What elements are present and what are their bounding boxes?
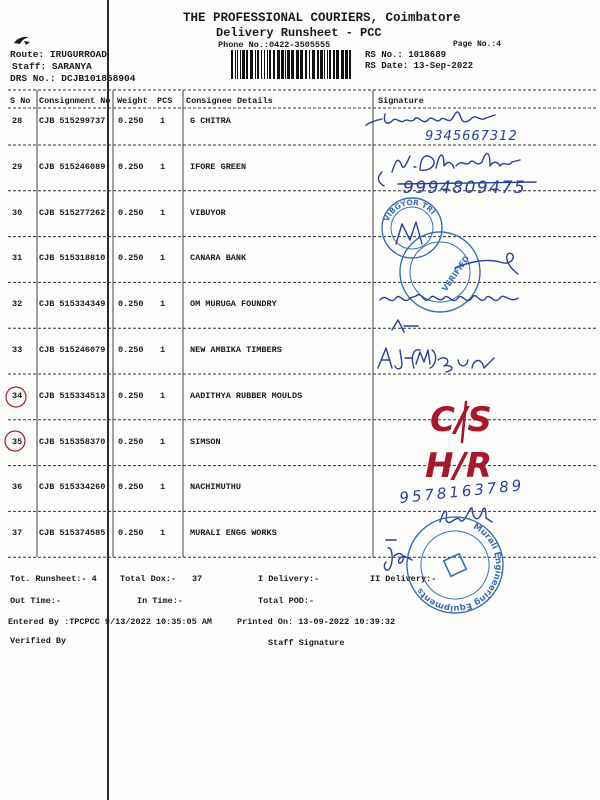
staff-signature-label: Staff Signature — [268, 638, 345, 648]
consignee-name: IFORE GREEN — [190, 161, 247, 172]
in-time-label: In Time:- — [137, 596, 183, 606]
phone-number: Phone No.:0422-3505555 — [218, 40, 331, 50]
consignment-number: CJB 515246089 — [39, 161, 106, 172]
serial-number: 30 — [12, 207, 23, 218]
printed-on: Printed On: 13-09-2022 10:39:32 — [237, 617, 396, 627]
pcs-cell: 1 — [160, 116, 166, 126]
consignment-number: CJB 515318810 — [39, 253, 106, 264]
out-time-label: Out Time:- — [10, 596, 62, 606]
weight-cell: 0.250 — [118, 390, 144, 401]
pcs-cell: 1 — [160, 207, 166, 218]
table-row — [0, 481, 600, 493]
entered-by: Entered By :TPCPCC 9/13/2022 10:35:05 AM — [8, 617, 213, 627]
consignment-number: CJB 515334260 — [39, 482, 106, 493]
table-row — [0, 527, 600, 539]
consignee-name: CANARA BANK — [190, 253, 247, 264]
weight-cell: 0.250 — [118, 528, 144, 539]
table-row — [0, 252, 600, 264]
pcs-cell: 1 — [160, 390, 166, 401]
column-header-weight: Weight — [117, 96, 148, 106]
weight-cell: 0.250 — [118, 116, 144, 126]
total-runsheet: Tot. Runsheet:- 4 — [10, 574, 97, 584]
table-row — [0, 161, 600, 173]
total-dox-value: 37 — [192, 574, 203, 584]
handwritten-phone-row-29: 9994809475 — [403, 178, 527, 198]
consignment-number: CJB 515358370 — [39, 436, 106, 447]
column-header-sno: S No — [10, 96, 31, 106]
company-name: THE PROFESSIONAL COURIERS, Coimbatore — [183, 11, 461, 25]
total-dox-label: Total Dox:- — [120, 574, 177, 584]
pcs-cell: 1 — [160, 482, 166, 493]
staff-label: Staff: SARANYA — [12, 61, 92, 72]
table-row — [0, 115, 600, 127]
serial-number: 36 — [12, 482, 23, 493]
table-row — [0, 436, 600, 448]
serial-number: 35 — [12, 436, 23, 447]
weight-cell: 0.250 — [118, 345, 144, 355]
rs-date: RS Date: 13-Sep-2022 — [365, 61, 474, 71]
consignee-name: MURALI ENGG WORKS — [190, 528, 277, 539]
pcs-cell: 1 — [160, 345, 166, 355]
column-header-consignment: Consignment No — [39, 96, 111, 106]
weight-cell: 0.250 — [118, 436, 144, 447]
pcs-cell: 1 — [160, 161, 166, 172]
table-row — [0, 344, 600, 356]
weight-cell: 0.250 — [118, 253, 144, 264]
drs-number: DRS No.: DCJB101868904 — [10, 73, 136, 84]
consignment-number: CJB 515374585 — [39, 528, 106, 539]
svg-text:Murali Engineering Equipments: Murali Engineering Equipments — [415, 521, 504, 614]
handwritten-mark-cs: C/S — [430, 400, 492, 440]
table-row — [0, 207, 600, 219]
consignee-name: NEW AMBIKA TIMBERS — [190, 345, 282, 355]
consignment-number: CJB 515299737 — [39, 116, 106, 126]
weight-cell: 0.250 — [118, 207, 144, 218]
consignment-number: CJB 515334349 — [39, 299, 106, 310]
table-row — [0, 298, 600, 310]
column-header-pcs: PCS — [157, 96, 173, 106]
consignee-name: G CHITRA — [190, 116, 231, 126]
consignee-name: AADITHYA RUBBER MOULDS — [190, 390, 303, 401]
serial-number: 32 — [12, 299, 23, 310]
serial-number: 28 — [12, 116, 23, 126]
weight-cell: 0.250 — [118, 161, 144, 172]
consignee-name: VIBUYOR — [190, 207, 226, 218]
pcs-cell: 1 — [160, 253, 166, 264]
consignee-name: OM MURUGA FOUNDRY — [190, 299, 277, 310]
column-header-signature: Signature — [378, 96, 424, 106]
document-title: Delivery Runsheet - PCC — [216, 26, 382, 40]
page-number: Page No.:4 — [453, 40, 502, 49]
rs-number: RS No.: 1018689 — [365, 50, 447, 60]
serial-number: 34 — [12, 390, 23, 401]
handwritten-mark-hr: H/R — [425, 446, 493, 486]
serial-number: 37 — [12, 528, 23, 539]
first-delivery-label: I Delivery:- — [258, 574, 320, 584]
pcs-cell: 1 — [160, 528, 166, 539]
verified-by-label: Verified By — [10, 636, 67, 646]
serial-number: 29 — [12, 161, 23, 172]
consignment-number: CJB 515246079 — [39, 345, 106, 355]
consignment-number: CJB 515277262 — [39, 207, 106, 218]
handwritten-phone-row-28: 9345667312 — [425, 129, 518, 144]
weight-cell: 0.250 — [118, 299, 144, 310]
svg-text:VIBGYOR TRI: VIBGYOR TRI — [381, 197, 438, 223]
route-label: Route: IRUGURROAD — [10, 49, 107, 60]
serial-number: 31 — [12, 253, 23, 264]
consignment-number: CJB 515334513 — [39, 390, 106, 401]
column-header-consignee: Consignee Details — [186, 96, 273, 106]
consignee-name: NACHIMUTHU — [190, 482, 242, 493]
handwritten-phone-row-36: 9578163789 — [398, 475, 526, 507]
pcs-cell: 1 — [160, 436, 166, 447]
serial-number: 33 — [12, 345, 23, 355]
pcs-cell: 1 — [160, 299, 166, 310]
weight-cell: 0.250 — [118, 482, 144, 493]
total-pod-label: Total POD:- — [258, 596, 315, 606]
second-delivery-label: II Delivery:- — [370, 574, 437, 584]
consignee-name: SIMSON — [190, 436, 221, 447]
svg-text:VERIFIED: VERIFIED — [440, 254, 472, 294]
table-row — [0, 390, 600, 402]
